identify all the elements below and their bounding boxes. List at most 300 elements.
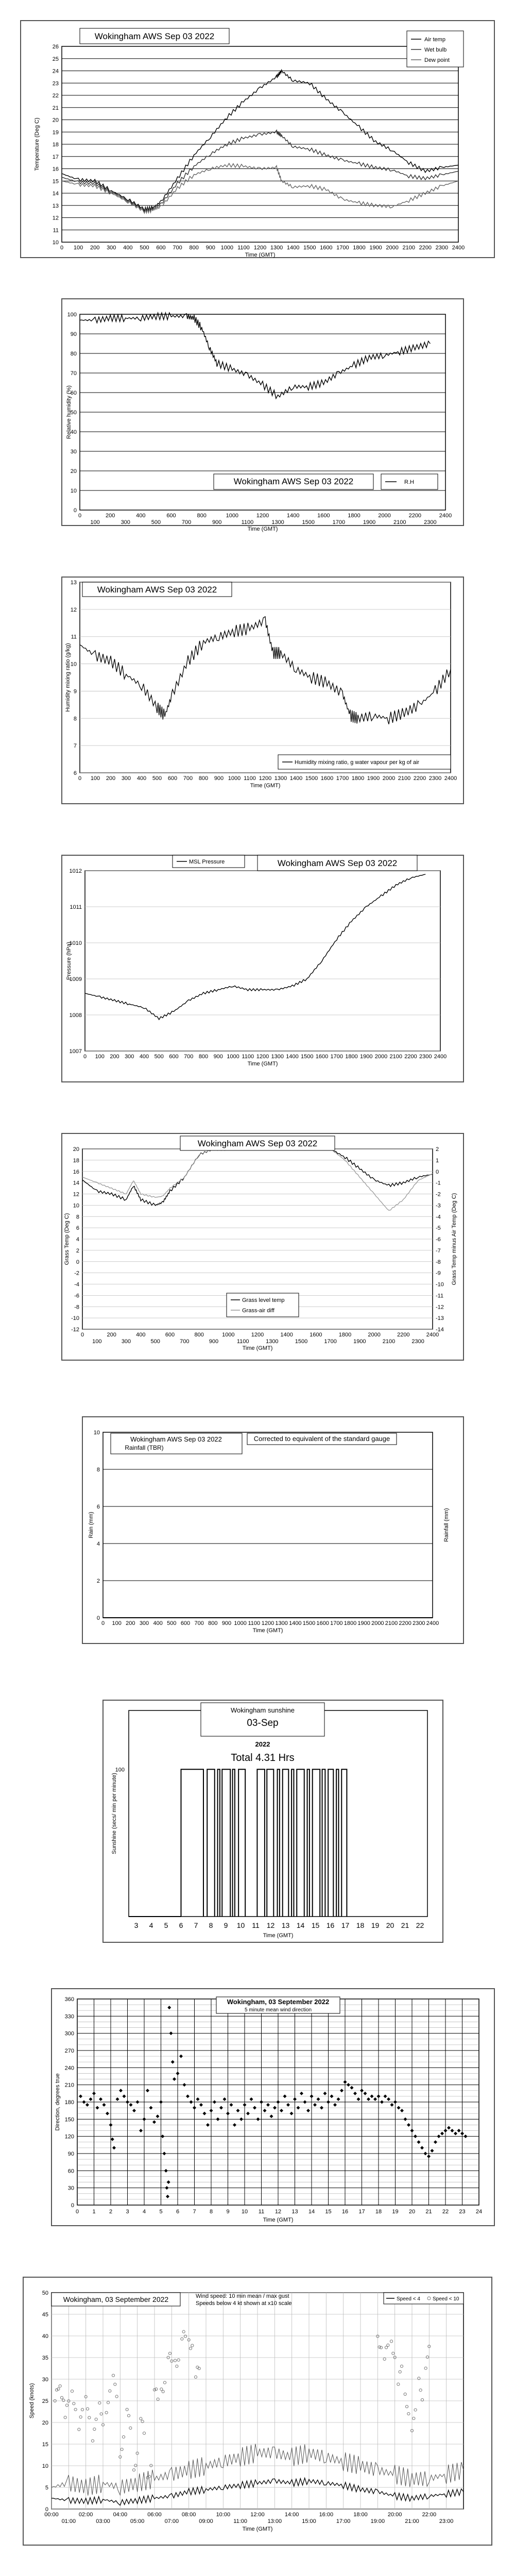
y-tick-label: 15 [52,178,59,185]
y-tick-label: 26 [52,44,59,50]
x-tick-label: 1500 [303,245,316,251]
x-tick-label: 15:00 [302,2518,316,2524]
y-tick-label: 2 [96,1578,100,1584]
x-tick-label: 2200 [408,513,422,519]
y-tick-label: 2 [76,1247,79,1254]
x-tick-label: 400 [153,1620,163,1626]
x-tick-label: 1200 [253,245,267,251]
x-tick-label: 1500 [295,1338,308,1345]
y-right-tick-label: -4 [436,1214,441,1221]
x-tick-label: 800 [189,245,199,251]
x-tick-label: 300 [121,775,131,782]
x-tick-label: 500 [151,519,161,526]
legend-label: Humidity mixing ratio, g water vapour per kg of air [295,759,420,766]
x-tick-label: 200 [110,1054,119,1060]
chart-panel-7 [103,1700,443,1942]
x-tick-label: 2 [109,2209,113,2215]
x-axis-label: Time (GMT) [247,1061,278,1067]
legend-label: Grass-air diff [242,1308,274,1314]
y-tick-label: 50 [70,410,77,416]
x-tick-label: 10 [236,1921,245,1929]
x-tick-label: 20:00 [387,2512,402,2518]
x-tick-label: 2400 [439,513,452,519]
x-tick-label: 1 [92,2209,96,2215]
x-tick-label: 500 [154,1054,164,1060]
x-tick-label: 1300 [266,1338,279,1345]
x-tick-label: 19:00 [370,2518,385,2524]
legend-label: Speed < 4 [397,2296,420,2302]
x-tick-label: 1800 [338,1332,352,1338]
x-tick-label: 10 [241,2209,248,2215]
x-tick-label: 09:00 [199,2518,213,2524]
legend-label: Speed < 10 [433,2296,459,2302]
x-tick-label: 1700 [336,775,349,782]
y-tick-label: 30 [70,449,77,455]
y-axis-label-right: Rainfall (mm) [443,1508,450,1542]
x-tick-label: 300 [121,1338,131,1345]
x-tick-label: 23 [459,2209,466,2215]
y-tick-label: 10 [70,488,77,494]
x-tick-label: 100 [112,1620,122,1626]
y-tick-label: 1011 [70,904,82,910]
x-tick-label: 1200 [256,513,269,519]
y-axis-label-right: Grass Temp minus Air Temp (Deg C) [451,1193,457,1285]
x-tick-label: 600 [165,1332,175,1338]
x-tick-label: 1600 [315,1054,329,1060]
x-tick-label: 800 [198,1054,209,1060]
chart-subtitle: 5 minute mean wind direction [244,2007,312,2013]
y-tick-label: 21 [52,105,59,111]
x-tick-label: 22 [442,2209,449,2215]
x-tick-label: 08:00 [181,2512,196,2518]
x-tick-label: 100 [90,775,100,782]
y-tick-label: 10 [52,240,59,246]
x-tick-label: 5 [159,2209,163,2215]
x-tick-label: 200 [90,245,100,251]
x-tick-label: 0 [101,1620,105,1626]
x-tick-label: 18 [356,1921,365,1929]
y-tick-label: 18 [52,142,59,148]
x-tick-label: 16:00 [319,2512,334,2518]
x-tick-label: 0 [78,513,82,519]
chart-title: Wokingham, 03 September 2022 [63,2295,169,2303]
x-tick-label: 800 [197,513,207,519]
x-tick-label: 02:00 [78,2512,93,2518]
date-label: 03-Sep [247,1718,279,1728]
chart-panel-6 [82,1417,464,1643]
x-tick-label: 1700 [330,1054,343,1060]
total-label: Total 4.31 Hrs [231,1752,295,1764]
y-axis-label: Sunshine (secs/ min per minute) [111,1773,117,1854]
chart-title: Wokingham AWS Sep 03 2022 [233,477,354,486]
x-tick-label: 0 [75,2209,79,2215]
x-tick-label: 100 [90,519,100,526]
x-tick-label: 6 [176,2209,180,2215]
x-tick-label: 9 [224,1921,228,1929]
x-tick-label: 1300 [270,245,283,251]
x-tick-label: 22:00 [422,2512,437,2518]
x-tick-label: 1600 [317,513,330,519]
y-right-tick-label: -10 [436,1281,444,1288]
x-tick-label: 0 [60,245,64,251]
x-tick-label: 11 [252,1921,260,1929]
x-tick-label: 2300 [413,1620,425,1626]
x-tick-label: 2200 [397,1332,410,1338]
x-tick-label: 1000 [222,1332,235,1338]
year-label: 2022 [255,1740,270,1748]
x-tick-label: 1700 [332,519,346,526]
x-tick-label: 13:00 [267,2518,282,2524]
y-tick-label: 7 [73,743,77,750]
y-tick-label: 24 [52,68,59,75]
legend-label: Grass level temp [242,1297,285,1303]
x-tick-label: 2000 [368,1332,381,1338]
x-tick-label: 1200 [261,1620,274,1626]
x-tick-label: 1600 [316,1620,329,1626]
y-right-tick-label: -5 [436,1225,441,1232]
x-tick-label: 700 [184,1054,194,1060]
y-tick-label: 9 [73,688,77,695]
y-tick-label: 1009 [69,976,82,982]
x-tick-label: 100 [95,1054,105,1060]
x-tick-label: 21:00 [405,2518,419,2524]
x-axis-label: Time (GMT) [252,1628,283,1634]
x-tick-label: 20 [386,1921,394,1929]
y-tick-label: 90 [70,331,77,337]
x-tick-label: 1700 [324,1338,337,1345]
y-tick-label: 4 [76,1236,79,1243]
x-tick-label: 700 [181,519,192,526]
x-tick-label: 11:00 [233,2518,248,2524]
x-tick-label: 2300 [424,519,437,526]
x-tick-label: 200 [105,513,115,519]
y-tick-label: 100 [67,312,77,318]
x-tick-label: 2200 [413,775,426,782]
x-tick-label: 2300 [428,775,442,782]
plot-area [80,582,451,773]
chart-subtitle-2: Speeds below 4 kt shown at x10 scale [196,2300,292,2307]
x-axis-label: Time (GMT) [242,1345,273,1351]
x-tick-label: 23:00 [439,2518,454,2524]
chart-title: Wokingham AWS Sep 03 2022 [94,31,215,41]
y-tick-label: 20 [52,117,59,124]
legend-label: Air temp [424,37,445,43]
y-tick-label: 150 [64,2116,74,2123]
x-tick-label: 400 [136,513,146,519]
x-tick-label: 400 [136,775,147,782]
y-tick-label: 18 [73,1157,79,1164]
y-tick-label: 0 [71,2202,74,2209]
x-tick-label: 6 [179,1921,183,1929]
y-tick-label: 25 [52,56,59,62]
x-tick-label: 500 [167,1620,177,1626]
y-tick-label: 11 [71,634,77,640]
x-tick-label: 800 [208,1620,218,1626]
y-tick-label: 10 [73,1202,79,1209]
x-tick-label: 16 [326,1921,335,1929]
x-tick-label: 1100 [236,1338,249,1345]
x-tick-label: 1300 [275,1620,288,1626]
x-tick-label: 3 [126,2209,129,2215]
chart-subtitle: Rainfall (TBR) [125,1444,164,1451]
y-tick-label: 70 [70,370,77,377]
x-tick-label: 05:00 [130,2518,145,2524]
y-tick-label: 12 [52,215,59,222]
y-tick-label: 12 [73,1191,79,1198]
y-axis-label: Rain (mm) [88,1512,94,1538]
y-tick-label: 14 [52,191,59,197]
x-tick-label: 14:00 [284,2512,299,2518]
x-tick-label: 2000 [374,1054,388,1060]
x-tick-label: 300 [121,519,130,526]
x-tick-label: 03:00 [96,2518,110,2524]
x-tick-label: 2200 [404,1054,417,1060]
y-right-tick-label: -6 [436,1236,441,1243]
x-tick-label: 14 [296,1921,305,1929]
chart-subtitle: Wind speed: 10 min mean / max gust [196,2293,289,2299]
x-tick-label: 2000 [386,245,399,251]
x-tick-label: 12 [274,2209,282,2215]
x-tick-label: 12:00 [250,2512,265,2518]
x-tick-label: 2100 [385,1620,398,1626]
x-tick-label: 1400 [289,775,303,782]
x-tick-label: 2200 [419,245,432,251]
x-tick-label: 22 [416,1921,424,1929]
legend-label: R.H [404,479,414,485]
y-tick-label: 8 [76,1214,79,1221]
x-tick-label: 1500 [302,1620,316,1626]
x-tick-label: 900 [221,1620,232,1626]
y-axis-label: Temperature (Deg C) [34,117,40,171]
y-right-tick-label: 2 [436,1146,439,1153]
x-tick-label: 16 [341,2209,349,2215]
x-tick-label: 400 [123,245,133,251]
y-axis-label: Relative humidity (%) [66,385,72,439]
y-tick-label: 40 [42,2333,48,2340]
y-tick-label: -4 [74,1281,79,1288]
x-tick-label: 18:00 [353,2512,368,2518]
y-right-tick-label: -3 [436,1202,441,1209]
x-tick-label: 1800 [345,1054,358,1060]
y-tick-label: 180 [64,2099,74,2106]
y-right-tick-label: -8 [436,1259,441,1265]
y-tick-label: 10 [70,661,77,668]
x-tick-label: 800 [194,1332,204,1338]
x-tick-label: 700 [183,775,193,782]
x-tick-label: 2400 [444,775,457,782]
plot-area [129,1710,427,1917]
x-tick-label: 600 [156,245,166,251]
x-tick-label: 12 [266,1921,275,1929]
x-tick-label: 2400 [434,1054,447,1060]
x-tick-label: 200 [126,1620,135,1626]
legend-label: Wet bulb [424,47,447,53]
x-tick-label: 1100 [237,245,250,251]
plot-area [103,1432,433,1618]
y-tick-label: -2 [74,1270,79,1277]
x-tick-label: 1200 [251,1332,264,1338]
x-tick-label: 1400 [280,1332,293,1338]
x-tick-label: 3 [134,1921,139,1929]
y-tick-label: -6 [74,1293,79,1299]
y-right-tick-label: -9 [436,1270,441,1277]
x-tick-label: 600 [167,775,178,782]
y-tick-label: 17 [52,154,59,160]
x-tick-label: 2300 [435,245,449,251]
x-tick-label: 2300 [419,1054,432,1060]
x-tick-label: 24 [475,2209,483,2215]
y-tick-label: 19 [52,129,59,136]
x-tick-label: 100 [92,1338,102,1345]
x-tick-label: 8 [209,1921,213,1929]
y-tick-label: 25 [42,2398,48,2404]
x-tick-label: 13 [291,2209,298,2215]
y-right-tick-label: -2 [436,1191,441,1198]
y-tick-label: 23 [52,80,59,87]
x-tick-label: 2100 [402,245,415,251]
y-tick-label: 90 [67,2151,74,2157]
x-axis-label: Time (GMT) [263,2217,294,2223]
chart-panel-4 [62,855,464,1082]
x-tick-label: 1900 [369,245,382,251]
x-tick-label: 4 [142,2209,146,2215]
y-tick-label: -8 [74,1304,79,1311]
y-right-tick-label: -7 [436,1247,441,1254]
y-tick-label: 330 [64,2013,74,2020]
x-tick-label: 9 [226,2209,230,2215]
x-tick-label: 1600 [320,775,334,782]
y-tick-label: 8 [73,716,77,722]
x-tick-label: 1100 [242,1054,254,1060]
x-tick-label: 1500 [302,519,315,526]
x-tick-label: 19 [392,2209,399,2215]
y-tick-label: 10 [42,2463,48,2469]
y-tick-label: 1008 [69,1012,82,1019]
y-tick-label: 6 [96,1504,100,1510]
x-tick-label: 200 [106,775,116,782]
x-axis-label: Time (GMT) [242,2526,273,2532]
x-tick-label: 600 [169,1054,179,1060]
x-tick-label: 15 [325,2209,332,2215]
x-tick-label: 1000 [228,775,241,782]
y-right-tick-label: -11 [436,1293,444,1299]
x-tick-label: 5 [164,1921,168,1929]
y-tick-label: 270 [64,2048,74,2054]
x-tick-label: 1600 [310,1332,322,1338]
y-tick-label: 6 [76,1225,79,1232]
y-tick-label: 20 [42,2420,48,2426]
x-tick-label: 1700 [336,245,349,251]
y-right-tick-label: -14 [436,1327,444,1333]
x-tick-label: 1900 [357,1620,370,1626]
x-axis-label: Time (GMT) [247,526,278,532]
y-tick-label: 45 [42,2312,48,2318]
x-tick-label: 17:00 [336,2518,351,2524]
x-tick-label: 500 [152,775,162,782]
x-tick-label: 17 [341,1921,350,1929]
x-tick-label: 2000 [378,513,391,519]
y-right-tick-label: -12 [436,1304,444,1311]
x-tick-label: 1900 [360,1054,373,1060]
x-tick-label: 900 [209,1338,219,1345]
x-tick-label: 19 [371,1921,380,1929]
x-tick-label: 400 [136,1332,146,1338]
x-tick-label: 1700 [330,1620,343,1626]
x-tick-label: 14 [308,2209,315,2215]
x-tick-label: 900 [205,245,215,251]
x-tick-label: 2200 [399,1620,411,1626]
x-tick-label: 200 [107,1332,116,1338]
x-tick-label: 1400 [286,245,300,251]
x-tick-label: 1200 [256,1054,269,1060]
plot-area [85,871,440,1051]
x-tick-label: 1900 [367,775,380,782]
y-tick-label: 1007 [69,1048,82,1055]
y-tick-label: 0 [76,1259,79,1265]
x-tick-label: 04:00 [113,2512,128,2518]
chart-title: Wokingham AWS Sep 03 2022 [277,858,398,868]
x-tick-label: 700 [194,1620,204,1626]
y-tick-label: 80 [70,351,77,357]
y-right-tick-label: -1 [436,1180,441,1187]
x-tick-label: 06:00 [147,2512,162,2518]
y-axis-label: Direction, degrees true [55,2073,61,2131]
x-tick-label: 1600 [320,245,333,251]
x-tick-label: 1200 [259,775,272,782]
x-tick-label: 1500 [301,1054,314,1060]
y-tick-label: 14 [73,1180,79,1187]
x-tick-label: 1800 [348,513,360,519]
x-tick-label: 0 [78,775,82,782]
x-tick-label: 600 [180,1620,191,1626]
x-tick-label: 1000 [234,1620,247,1626]
x-tick-label: 21 [425,2209,432,2215]
x-tick-label: 2100 [393,519,406,526]
chart-title: Wokingham, 03 September 2022 [227,1998,330,2006]
y-tick-label: -12 [71,1327,79,1333]
x-tick-label: 1900 [363,519,376,526]
x-tick-label: 1300 [274,775,287,782]
y-axis-label: Pressure (hPa) [66,942,72,980]
y-tick-label: 20 [73,1146,79,1153]
chart-panel-2 [62,299,464,532]
x-tick-label: 1400 [289,1620,302,1626]
y-tick-label: 0 [96,1615,100,1621]
y-tick-label: 6 [73,770,77,776]
x-tick-label: 4 [149,1921,153,1929]
x-tick-label: 2400 [452,245,465,251]
y-tick-label: 300 [64,2030,74,2037]
chart-title: Wokingham AWS Sep 03 2022 [197,1139,318,1148]
y-tick-label: -10 [71,1315,79,1322]
y-tick-label: 1012 [69,868,82,874]
x-tick-label: 7 [194,1921,198,1929]
x-tick-label: 800 [198,775,209,782]
y-tick-label: 13 [70,580,77,586]
x-tick-label: 1300 [271,1054,284,1060]
y-tick-label: 35 [42,2355,48,2361]
x-tick-label: 15 [311,1921,320,1929]
y-right-tick-label: 0 [436,1168,439,1175]
x-tick-label: 1000 [227,1054,239,1060]
x-tick-label: 20 [408,2209,416,2215]
x-tick-label: 2100 [389,1054,402,1060]
x-tick-label: 900 [214,775,224,782]
x-tick-label: 300 [125,1054,134,1060]
x-tick-label: 2000 [371,1620,384,1626]
x-tick-label: 01:00 [61,2518,76,2524]
y-tick-label: 20 [70,468,77,474]
